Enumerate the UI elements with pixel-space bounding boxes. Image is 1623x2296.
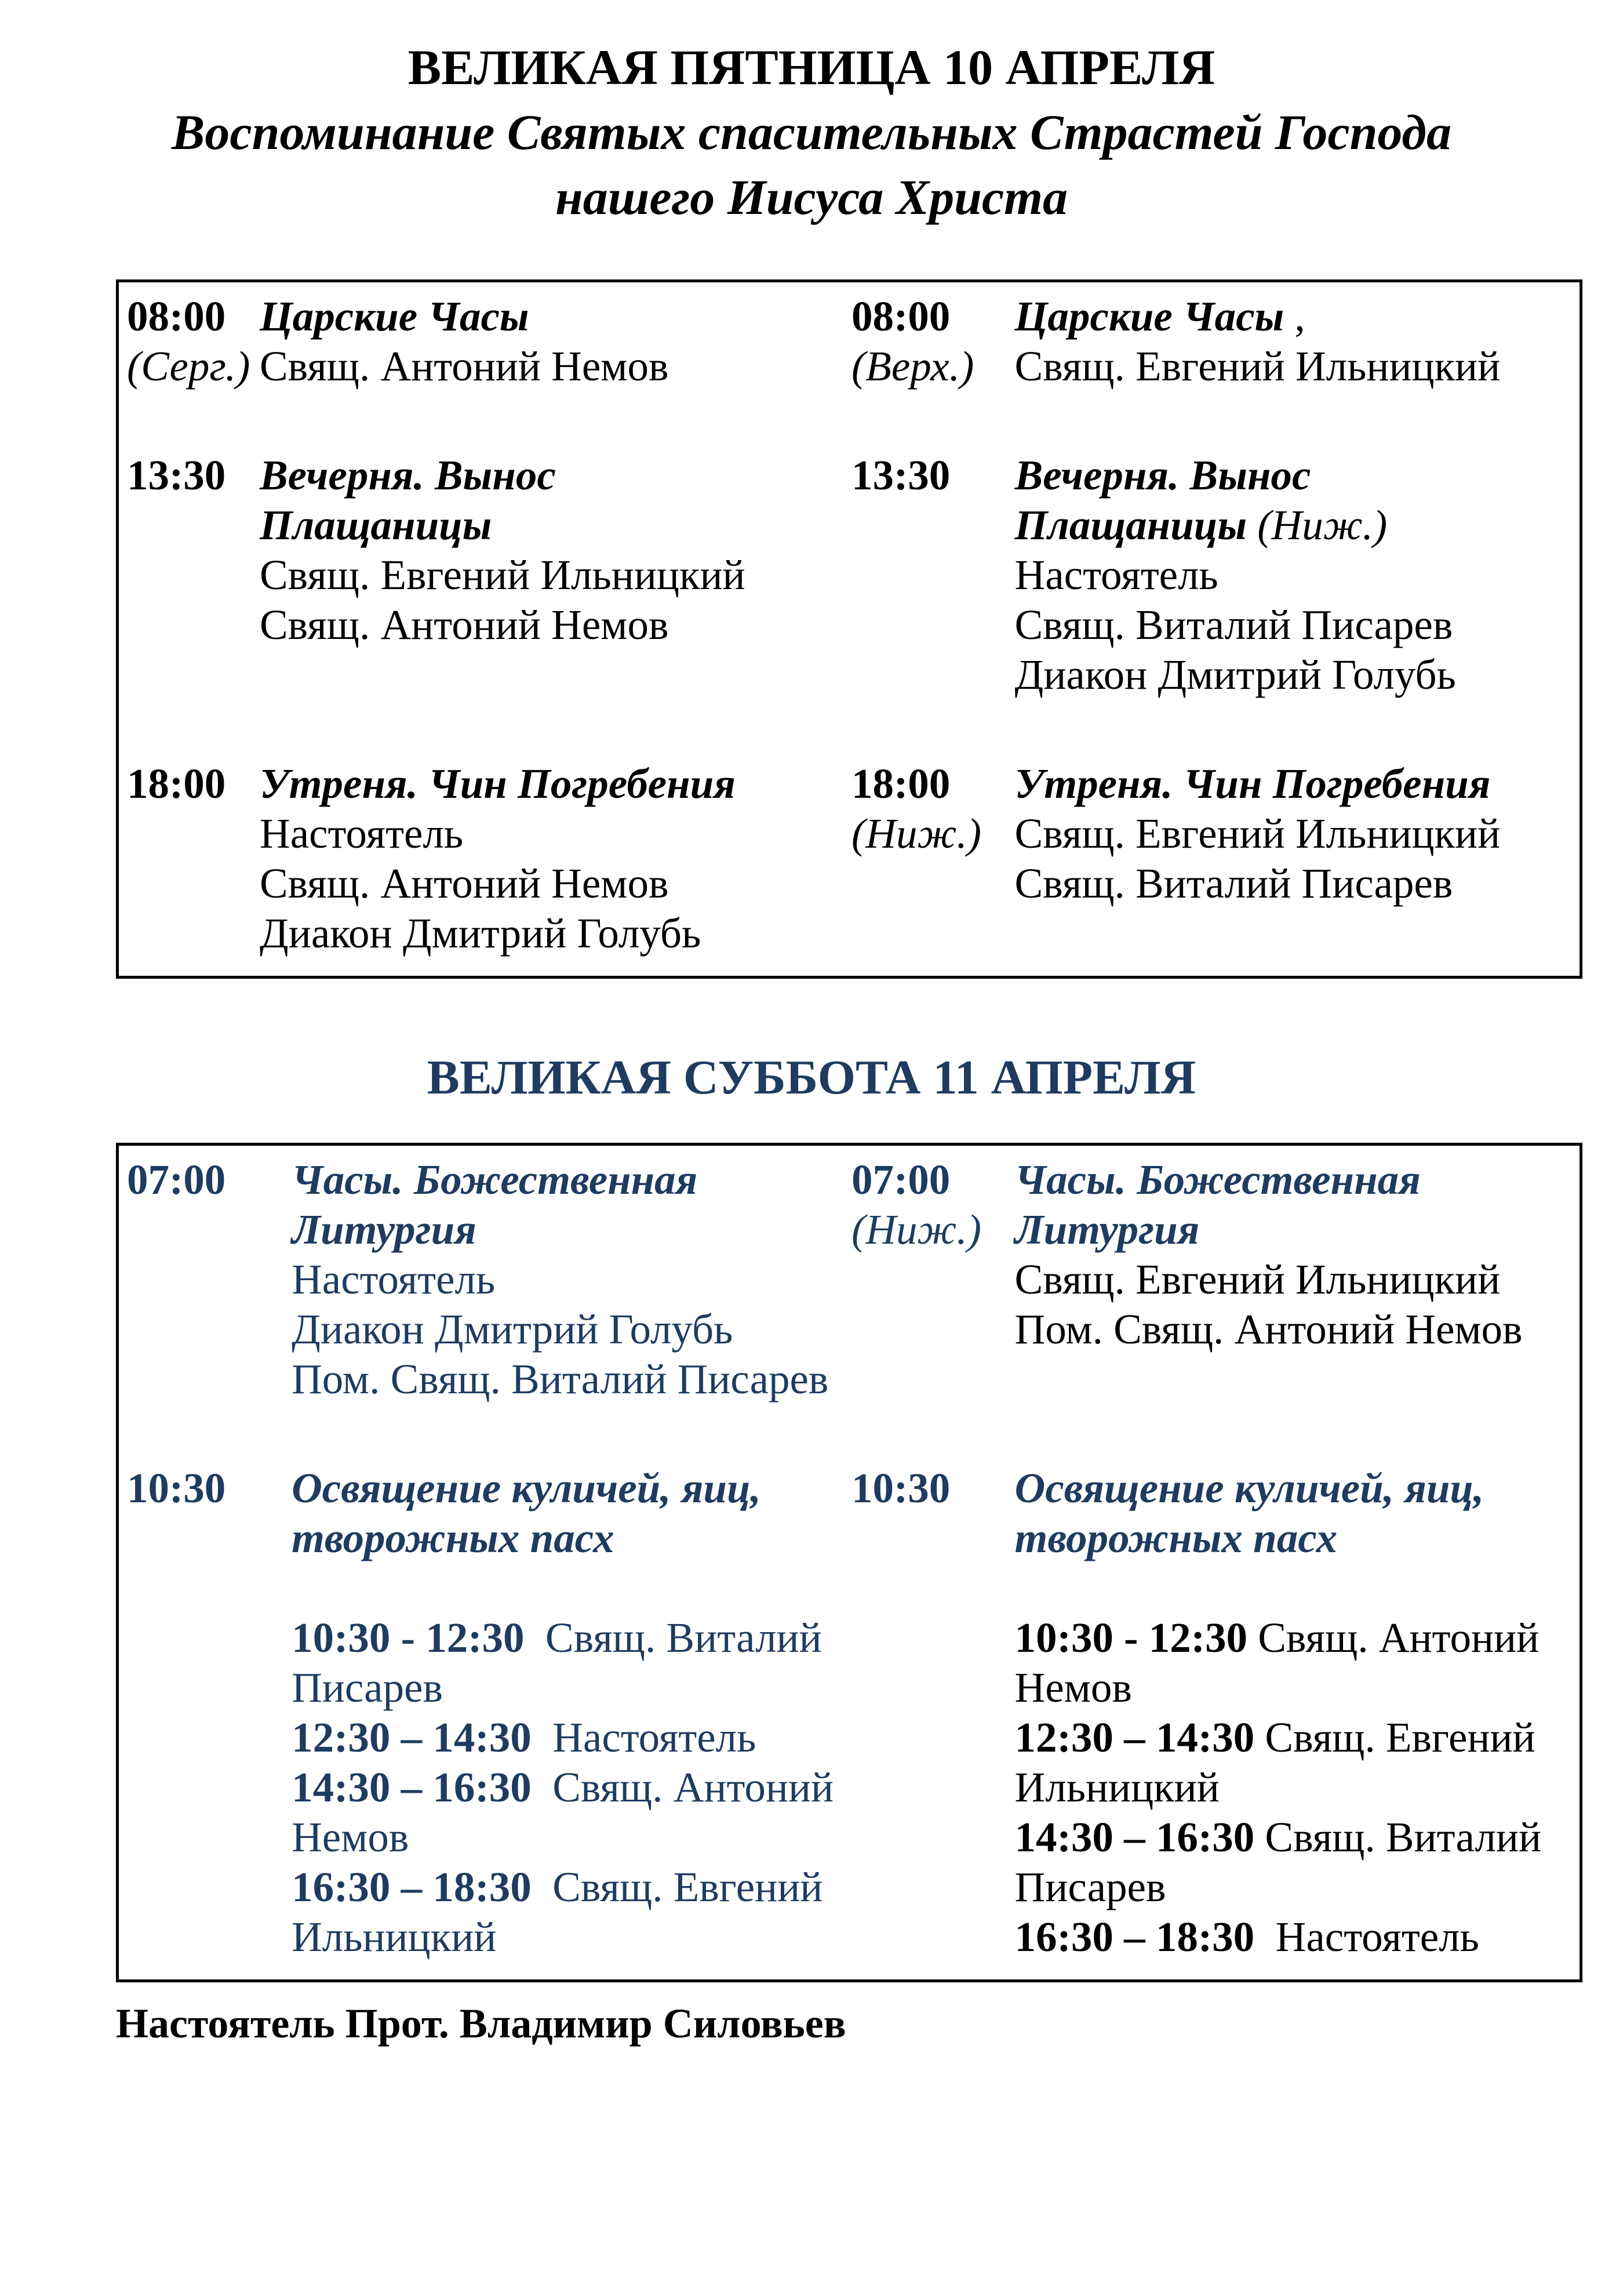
schedule-line	[1015, 1205, 1580, 1255]
text-segment: 10:30 - 12:30	[1014, 1614, 1247, 1661]
text-segment: 14:30 – 16:30	[1014, 1814, 1255, 1861]
text-segment: Настоятель	[1254, 1913, 1479, 1960]
text-segment: 14:30 – 16:30	[292, 1764, 532, 1811]
time-cell	[118, 1145, 292, 1455]
text-segment: Освящение куличей, яиц,	[1014, 1465, 1484, 1512]
time-cell	[843, 1454, 1015, 1981]
schedule-line	[260, 759, 843, 809]
schedule-line	[127, 451, 260, 500]
schedule-line	[1015, 342, 1580, 391]
schedule-line	[292, 1613, 843, 1663]
details-cell	[1015, 750, 1581, 978]
service-row	[118, 1454, 1581, 1981]
page-subtitle-line1: Воспоминание Святых спасительных Страстей Господа	[172, 104, 1451, 160]
schedule-line	[851, 292, 1015, 342]
schedule-line	[292, 1663, 843, 1713]
text-segment: Свящ. Антоний Немов	[259, 343, 669, 390]
text-segment: Свящ. Евгений Ильницкий	[1014, 343, 1501, 390]
schedule-line	[292, 1763, 843, 1812]
service-row	[118, 441, 1581, 750]
text-segment: 12:30 – 14:30	[1014, 1714, 1255, 1761]
text-segment: Писарев	[1014, 1863, 1166, 1910]
text-segment: Диакон Дмитрий Голубь	[259, 910, 701, 957]
schedule-line	[1015, 1305, 1580, 1354]
text-segment: Свящ. Антоний Немов	[259, 601, 669, 648]
schedule-line	[292, 1255, 843, 1305]
service-row	[118, 281, 1581, 442]
schedule-line	[260, 809, 843, 859]
text-segment: Пом. Свящ. Антоний Немов	[1014, 1306, 1523, 1353]
schedule-line	[260, 600, 843, 650]
schedule-line	[1015, 859, 1580, 909]
schedule-line	[292, 1463, 843, 1513]
text-segment: Царские Часы	[259, 293, 529, 340]
schedule-line	[1015, 1155, 1580, 1205]
schedule-line	[851, 809, 1015, 859]
schedule-line	[1015, 1513, 1580, 1563]
text-segment: (Верх.)	[851, 343, 974, 390]
text-segment: 10:30	[851, 1465, 951, 1512]
schedule-line	[292, 1354, 843, 1404]
text-segment: Освящение куличей, яиц,	[292, 1465, 761, 1512]
document-header	[0, 0, 1623, 230]
text-segment: (Ниж.)	[1257, 502, 1388, 548]
text-segment: (Ниж.)	[851, 810, 981, 857]
text-segment: Писарев	[292, 1664, 443, 1711]
text-segment: Литургия	[292, 1206, 476, 1253]
text-segment: Утреня. Чин Погребения	[259, 760, 736, 807]
text-segment: творожных пасх	[1014, 1514, 1338, 1561]
schedule-line	[851, 1155, 1015, 1205]
schedule-line	[1015, 1812, 1580, 1862]
text-segment: Свящ. Антоний	[1247, 1614, 1540, 1661]
text-segment: Свящ. Евгений	[1254, 1714, 1535, 1761]
schedule-line	[292, 1862, 843, 1912]
text-segment: Диакон Дмитрий Голубь	[1014, 651, 1456, 698]
text-segment: ,	[1284, 293, 1305, 340]
details-cell	[1015, 281, 1581, 442]
schedule-line	[1015, 500, 1580, 550]
time-cell	[843, 1145, 1015, 1455]
text-segment: Плащаницы	[259, 502, 492, 548]
schedule-line	[127, 342, 260, 391]
schedule-line	[260, 909, 843, 958]
schedule-line	[1015, 1912, 1580, 1962]
page-title: ВЕЛИКАЯ ПЯТНИЦА 10 АПРЕЛЯ	[407, 39, 1216, 95]
schedule-line	[851, 342, 1015, 391]
text-segment: Ильницкий	[1014, 1764, 1220, 1811]
text-segment: 13:30	[127, 452, 226, 499]
time-cell	[843, 441, 1015, 750]
text-segment: Настоятель	[259, 810, 464, 857]
service-row	[118, 1145, 1581, 1455]
time-cell	[118, 441, 260, 750]
text-segment: Свящ. Евгений	[531, 1863, 823, 1910]
schedule-line	[292, 1155, 843, 1205]
schedule-line	[851, 1205, 1015, 1255]
schedule-line	[292, 1812, 843, 1862]
text-segment: Немов	[1014, 1664, 1132, 1711]
schedule-line	[127, 292, 260, 342]
text-segment: Часы. Божественная	[1014, 1156, 1421, 1203]
schedule-table-saturday	[116, 1143, 1582, 1982]
schedule-line	[292, 1912, 843, 1962]
text-segment: Немов	[292, 1814, 409, 1861]
text-segment: (Серг.)	[127, 343, 250, 390]
schedule-line	[1015, 1862, 1580, 1912]
text-segment: Настоятель	[1014, 551, 1218, 598]
text-segment: Свящ. Евгений Ильницкий	[259, 551, 745, 598]
text-segment: 18:00	[851, 760, 951, 807]
text-segment: Свящ. Антоний Немов	[259, 860, 669, 907]
schedule-line	[1015, 1713, 1580, 1763]
text-segment: Свящ. Евгений Ильницкий	[1014, 810, 1501, 857]
text-segment: 13:30	[851, 452, 951, 499]
text-segment: Вечерня. Вынос	[1014, 452, 1311, 499]
schedule-table-friday	[116, 279, 1582, 979]
text-segment: Пом. Свящ. Виталий Писарев	[292, 1356, 829, 1403]
text-segment: Свящ. Виталий	[1254, 1814, 1542, 1861]
rector-note: Настоятель Прот. Владимир Силовьев	[116, 2000, 846, 2047]
schedule-line	[127, 1463, 292, 1513]
schedule-line	[292, 1713, 843, 1763]
saturday-heading: ВЕЛИКАЯ СУББОТА 11 АПРЕЛЯ	[427, 1051, 1196, 1105]
schedule-line	[1015, 809, 1580, 859]
schedule-line	[851, 759, 1015, 809]
schedule-line	[1015, 759, 1580, 809]
schedule-line	[260, 550, 843, 600]
text-segment: Плащаницы	[1014, 502, 1258, 548]
text-segment: Свящ. Евгений Ильницкий	[1014, 1256, 1501, 1303]
time-cell	[118, 750, 260, 978]
text-segment: Свящ. Виталий Писарев	[1014, 601, 1453, 648]
text-segment: Утреня. Чин Погребения	[1014, 760, 1491, 807]
details-cell	[1015, 1145, 1581, 1455]
text-segment: Часы. Божественная	[292, 1156, 698, 1203]
schedule-line	[260, 342, 843, 391]
details-cell	[1015, 441, 1581, 750]
schedule-line	[851, 1463, 1015, 1513]
text-segment: 07:00	[851, 1156, 951, 1203]
text-segment: 08:00	[851, 293, 951, 340]
schedule-line	[292, 1305, 843, 1354]
schedule-line	[1015, 1463, 1580, 1513]
text-segment: Свящ. Виталий	[524, 1614, 822, 1661]
text-segment: Свящ. Виталий Писарев	[1014, 860, 1453, 907]
time-cell	[118, 281, 260, 442]
schedule-line	[1015, 550, 1580, 600]
text-segment: 18:00	[127, 760, 226, 807]
schedule-line	[1015, 1763, 1580, 1812]
schedule-line	[1015, 1613, 1580, 1663]
text-segment: Настоятель	[292, 1256, 496, 1303]
text-segment: 07:00	[127, 1156, 226, 1203]
schedule-line	[1015, 1563, 1580, 1613]
schedule-line	[292, 1205, 843, 1255]
text-segment: (Ниж.)	[851, 1206, 981, 1253]
text-segment: Настоятель	[531, 1714, 756, 1761]
schedule-line	[1015, 292, 1580, 342]
details-cell	[1015, 1454, 1581, 1981]
details-cell	[260, 281, 843, 442]
time-cell	[843, 750, 1015, 978]
schedule-line	[127, 759, 260, 809]
details-cell	[292, 1145, 843, 1455]
text-segment: 10:30	[127, 1465, 226, 1512]
text-segment: 08:00	[127, 293, 226, 340]
text-segment: творожных пасх	[292, 1514, 614, 1561]
text-segment: 10:30 - 12:30	[292, 1614, 525, 1661]
details-cell	[260, 750, 843, 978]
page-subtitle-line2: нашего Иисуса Христа	[555, 169, 1068, 225]
text-segment: 16:30 – 18:30	[292, 1863, 532, 1910]
text-segment: Царские Часы	[1014, 293, 1284, 340]
text-segment: 12:30 – 14:30	[292, 1714, 532, 1761]
schedule-line	[260, 451, 843, 500]
schedule-line	[1015, 1663, 1580, 1713]
time-cell	[118, 1454, 292, 1981]
text-segment: Диакон Дмитрий Голубь	[292, 1306, 733, 1353]
details-cell	[292, 1454, 843, 1981]
details-cell	[260, 441, 843, 750]
time-cell	[843, 281, 1015, 442]
schedule-line	[1015, 650, 1580, 700]
schedule-line	[1015, 600, 1580, 650]
text-segment: Ильницкий	[292, 1913, 497, 1960]
text-segment: Свящ. Антоний	[531, 1764, 834, 1811]
text-segment: 16:30 – 18:30	[1014, 1913, 1255, 1960]
text-segment: Литургия	[1014, 1206, 1200, 1253]
schedule-line	[1015, 451, 1580, 500]
schedule-line	[292, 1513, 843, 1563]
service-row	[118, 750, 1581, 978]
schedule-line	[292, 1563, 843, 1613]
schedule-line	[127, 1155, 292, 1205]
schedule-line	[260, 859, 843, 909]
schedule-line	[260, 500, 843, 550]
text-segment: Вечерня. Вынос	[259, 452, 556, 499]
schedule-line	[260, 292, 843, 342]
schedule-line	[851, 451, 1015, 500]
schedule-line	[1015, 1255, 1580, 1305]
